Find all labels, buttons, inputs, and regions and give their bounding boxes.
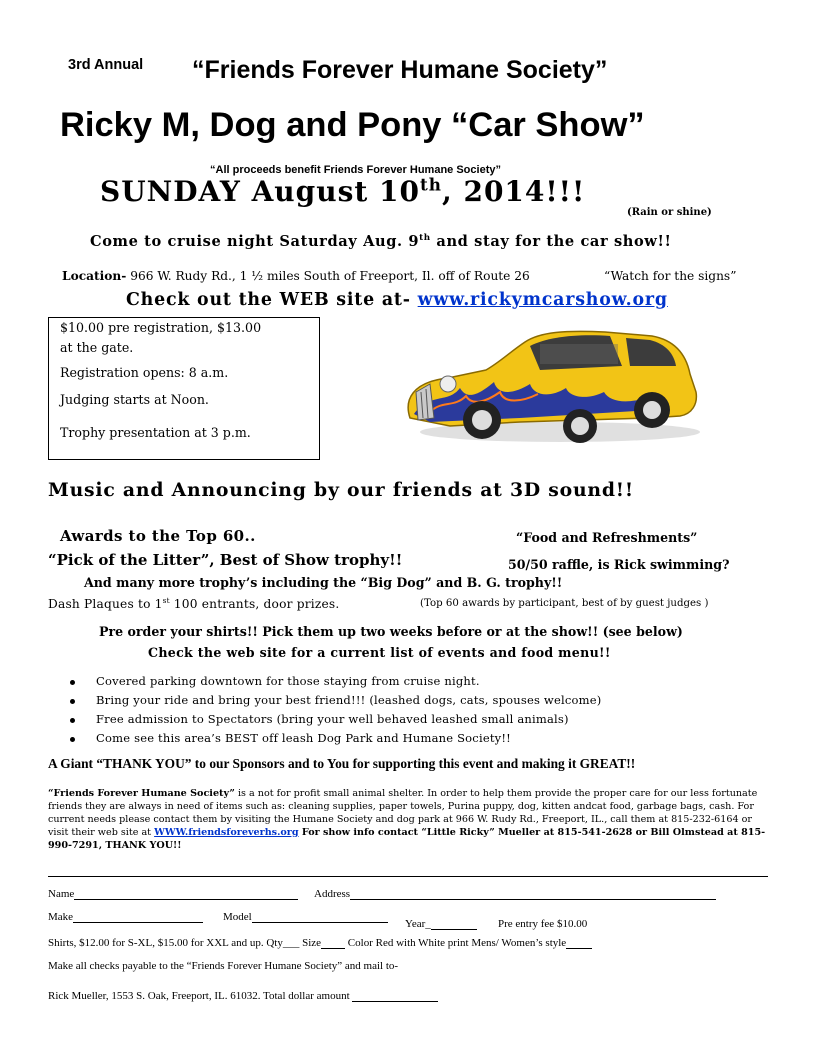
checks-payable-line: Make all checks payable to the “Friends Forever Humane Society” and mail to- bbox=[48, 960, 399, 972]
website-line: Check out the WEB site at- www.rickymcarshow.org bbox=[126, 290, 668, 310]
shirts-preorder: Pre order your shirts!! Pick them up two weeks before or at the show!! (see below) bbox=[99, 624, 683, 639]
many-trophies: And many more trophy’s including the “Big Dog” and B. G. trophy!! bbox=[84, 575, 563, 590]
fee-line-1: $10.00 pre registration, $13.00 bbox=[60, 320, 262, 335]
fee-line-2: at the gate. bbox=[60, 340, 134, 355]
watch-signs: “Watch for the signs” bbox=[604, 269, 737, 283]
judges-note: (Top 60 awards by participant, best of by guest judges ) bbox=[420, 598, 709, 609]
humane-society-paragraph: “Friends Forever Humane Society” is a not for profit small animal shelter. In order to help them provide the proper care for our less fortunate friends they are always in need of items such as: cleaning supplies, paper towels, Purina puppy, dog, kitten andcat food, garbage bags, cash. For current needs please contact them by visiting the Humane Society and dog park at 966 W. Rudy Rd., Freeport, IL., call them at 815-232-6164 or visit their web site at WWW.friendsforeverhs.org For show info contact “Little Ricky” Mueller at 815-541-2628 or Bill Olmstead at 815-990-7291, THANK YOU!! bbox=[48, 788, 766, 851]
awards-top60: Awards to the Top 60.. bbox=[60, 527, 256, 545]
annual-label: 3rd Annual bbox=[68, 57, 144, 73]
address-field[interactable]: Address bbox=[314, 888, 716, 900]
raffle-line: 50/50 raffle, is Rick swimming? bbox=[508, 557, 730, 572]
rain-note: (Rain or shine) bbox=[627, 207, 712, 218]
judging-time: Judging starts at Noon. bbox=[60, 392, 209, 407]
main-title: Ricky M, Dog and Pony “Car Show” bbox=[60, 106, 645, 144]
bullet-dot bbox=[70, 680, 75, 685]
dash-plaques: Dash Plaques to 1st 100 entrants, door prizes. bbox=[48, 595, 340, 611]
make-field[interactable]: Make bbox=[48, 911, 203, 923]
music-line: Music and Announcing by our friends at 3D sound!! bbox=[48, 479, 634, 501]
humane-society-link[interactable]: WWW.friendsforeverhs.org bbox=[154, 827, 299, 838]
form-divider bbox=[48, 876, 768, 877]
check-website-line: Check the web site for a current list of events and food menu!! bbox=[148, 645, 611, 660]
pick-of-litter: “Pick of the Litter”, Best of Show trophy!! bbox=[48, 551, 403, 569]
mail-address-line[interactable]: Rick Mueller, 1553 S. Oak, Freeport, IL. 61032. Total dollar amount bbox=[48, 990, 438, 1002]
proceeds-note: “All proceeds benefit Friends Forever Humane Society” bbox=[210, 164, 501, 176]
food-title: “Food and Refreshments” bbox=[516, 530, 698, 545]
bullet-dot bbox=[70, 718, 75, 723]
thank-you-line: A Giant “THANK YOU” to our Sponsors and to You for supporting this event and making it GREAT!! bbox=[48, 756, 636, 771]
trophy-time: Trophy presentation at 3 p.m. bbox=[60, 425, 251, 440]
name-field[interactable]: Name bbox=[48, 888, 298, 900]
hot-rod-car-illustration bbox=[390, 322, 710, 444]
website-link[interactable]: www.rickymcarshow.org bbox=[417, 290, 668, 310]
event-date: SUNDAY August 10th, 2014!!! bbox=[100, 174, 586, 208]
bullet-dot bbox=[70, 699, 75, 704]
registration-time: Registration opens: 8 a.m. bbox=[60, 365, 229, 380]
org-title: “Friends Forever Humane Society” bbox=[192, 56, 608, 84]
bullet-dot bbox=[70, 737, 75, 742]
location-line: Location- 966 W. Rudy Rd., 1 ½ miles South of Freeport, Il. off of Route 26 bbox=[62, 269, 530, 283]
registration-info-box bbox=[48, 317, 320, 460]
shirts-order-line[interactable]: Shirts, $12.00 for S-XL, $15.00 for XXL and up. Qty___ Size Color Red with White print Mens/ Women’s style bbox=[48, 937, 592, 949]
year-field[interactable]: Year_ bbox=[405, 918, 477, 930]
cruise-night-line: Come to cruise night Saturday Aug. 9th and stay for the car show!! bbox=[90, 233, 672, 250]
pre-entry-fee: Pre entry fee $10.00 bbox=[498, 918, 588, 930]
model-field[interactable]: Model bbox=[223, 911, 388, 923]
